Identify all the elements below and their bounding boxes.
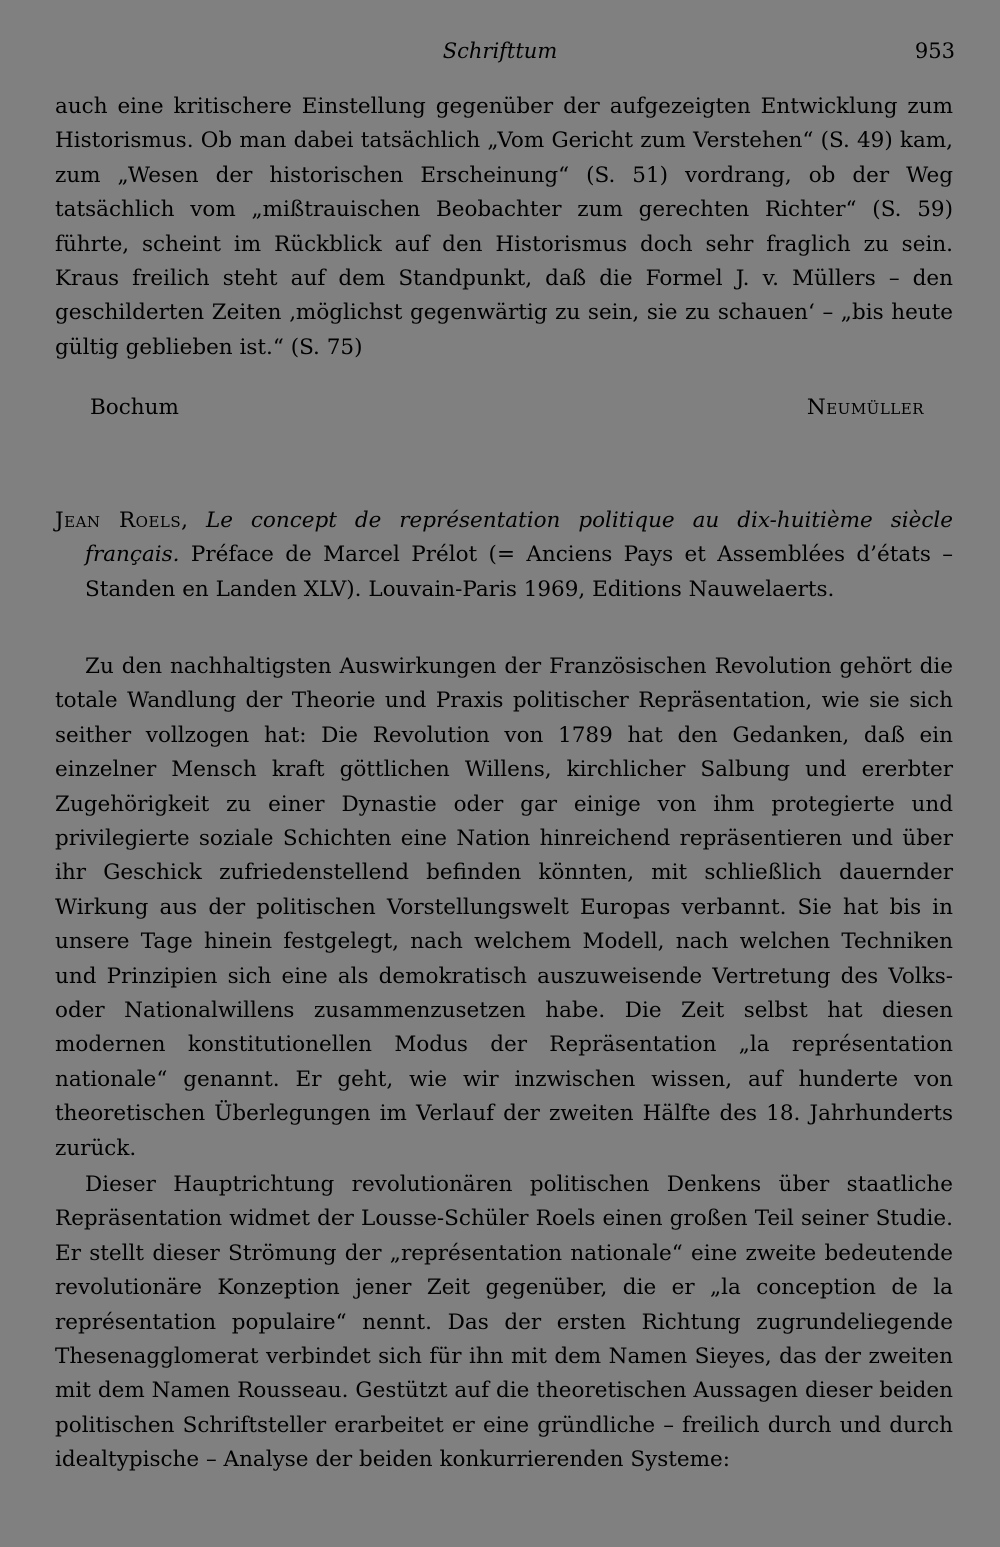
book-citation <box>55 504 953 607</box>
running-title: Schrifttum <box>442 39 558 63</box>
page-number: 953 <box>914 39 955 63</box>
citation-details: Préface de Marcel Prélot (= Anciens Pays et Assemblées d’états – Standen en Landen XLV). Louvain-Paris 1969, Editions Nauwelaerts. <box>85 542 953 602</box>
citation-title: Le concept de représentation politique au dix-huitième siècle français. <box>85 508 953 568</box>
citation-author: Jean Roels <box>55 508 182 533</box>
page-header <box>0 36 1000 66</box>
review-signature <box>0 391 1000 425</box>
review-paragraph: Dieser Hauptrichtung revolutionären politischen Denkens über staatliche Repräsentation widmet der Lousse-Schüler Roels einen großen Teil seiner Studie. Er stellt dieser Strömung der „représentation nationale“ eine zweite bedeutende revolutionäre Konzeption jener Zeit gegenüber, die er „la conception de la représentation populaire“ nennt. Das der ersten Richtung zugrundeliegende Thesenagglomerat verbindet sich für ihn mit dem Namen Sieyes, das der zweiten mit dem Namen Rousseau. Gestützt auf die theoretischen Aussagen dieser beiden politischen Schriftsteller erarbeitet er eine gründliche – freilich durch und durch idealtypische – Analyse der beiden konkurrierenden Systeme: <box>55 1172 953 1473</box>
citation-separator: , <box>181 508 206 533</box>
signature-author: Neumüller <box>806 395 924 420</box>
signature-place: Bochum <box>90 395 179 420</box>
paragraph-continuation: auch eine kritischere Einstellung gegenüber der aufgezeigten Entwicklung zum Historismus. Ob man dabei tatsächlich „Vom Gericht zum Verstehen“ (S. 49) kam, zum „Wesen der historischen Erscheinung“ (S. 51) vordrang, ob der Weg tatsächlich vom „mißtrauischen Beobachter zum gerechten Richter“ (S. 59) führte, scheint im Rückblick auf den Historismus doch sehr fraglich zu sein. Kraus freilich steht auf dem Standpunkt, daß die Formel J. v. Müllers – den geschilderten Zeiten ‚möglichst gegenwärtig zu sein, sie zu schauen‘ – „bis heute gültig geblieben ist.“ (S. 75) <box>55 94 953 360</box>
review-paragraph: Zu den nachhaltigsten Auswirkungen der Französischen Revolution gehört die totale Wandlung der Theorie und Praxis politischer Repräsentation, wie sie sich seither vollzogen hat: Die Revolution von 1789 hat den Gedanken, daß ein einzelner Mensch kraft göttlichen Willens, kirchlicher Salbung und ererbter Zugehörigkeit zu einer Dynastie oder gar einige von ihm protegierte und privilegierte soziale Schichten eine Nation hinreichend repräsentieren und über ihr Geschick zufriedenstellend befinden könnten, mit schließlich dauernder Wirkung aus der politischen Vorstellungswelt Europas verbannt. Sie hat bis in unsere Tage hinein festgelegt, nach welchem Modell, nach welchen Techniken und Prinzipien sich eine als demokratisch auszuweisende Vertretung des Volks- oder Nationalwillens zusammenzusetzen habe. Die Zeit selbst hat diesen modernen konstitutionellen Modus der Repräsentation „la représentation nationale“ genannt. Er geht, wie wir inzwischen wissen, auf hunderte von theoretischen Überlegungen im Verlauf der zweiten Hälfte des 18. Jahrhunderts zurück. <box>55 654 953 1161</box>
